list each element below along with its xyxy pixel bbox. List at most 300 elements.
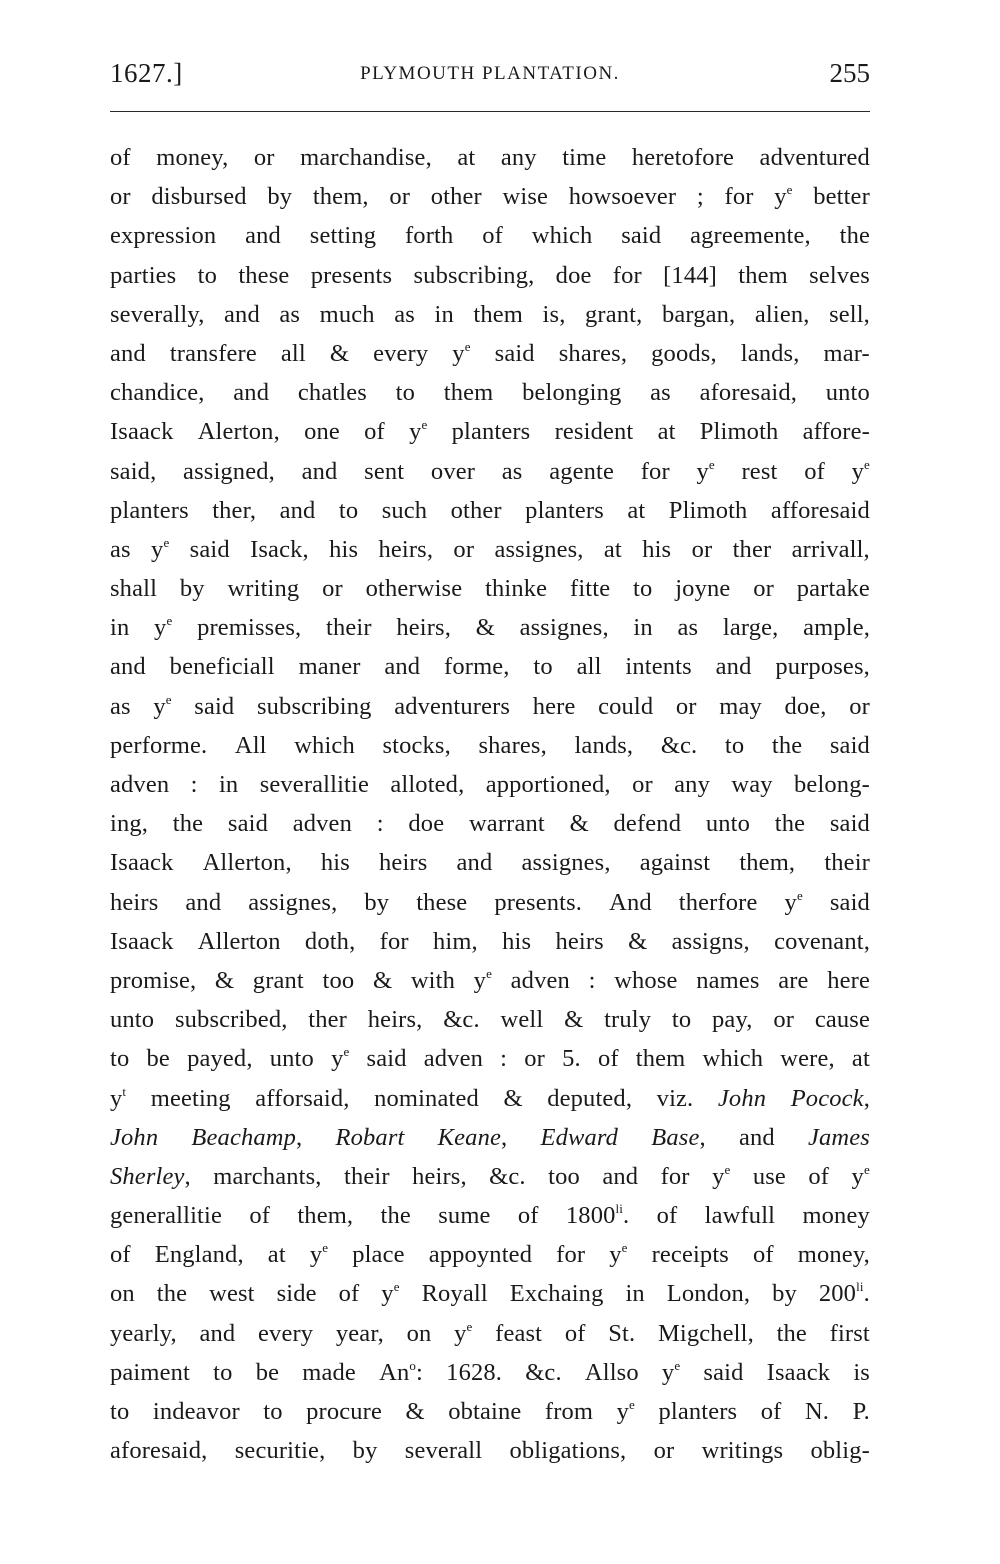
text-run: forth xyxy=(405,222,454,250)
text-run: therfore xyxy=(678,888,758,916)
text-run: in xyxy=(218,771,239,798)
word xyxy=(633,569,652,608)
superscript: e xyxy=(724,1161,731,1177)
text-run: way xyxy=(731,771,773,798)
text-line xyxy=(110,1079,870,1118)
word xyxy=(405,1431,482,1470)
text-run: be xyxy=(255,1358,280,1386)
word xyxy=(566,1196,629,1235)
text-run: Isaack xyxy=(110,849,174,877)
superscript: e xyxy=(796,887,803,903)
text-run: or xyxy=(322,575,343,603)
word xyxy=(448,1392,521,1431)
text-run: severallitie xyxy=(259,771,369,798)
text-run: of xyxy=(364,418,385,446)
word xyxy=(191,765,198,804)
word xyxy=(700,373,797,412)
text-run: &c. xyxy=(489,1162,526,1190)
word xyxy=(657,1079,694,1118)
word xyxy=(322,569,343,608)
word xyxy=(813,177,870,216)
text-run: heirs, xyxy=(367,1006,423,1034)
superscript: e xyxy=(393,1279,400,1295)
word xyxy=(263,1392,282,1431)
text-run: , xyxy=(184,1162,191,1190)
text-run: Alerton, xyxy=(197,418,280,446)
text-run: better xyxy=(813,183,870,211)
text-run: ; xyxy=(696,183,704,211)
word xyxy=(614,804,682,843)
text-run: yearly, xyxy=(110,1319,177,1347)
text-run: y xyxy=(452,339,465,367)
text-run: paiment xyxy=(110,1358,190,1386)
text-run: unto xyxy=(705,810,750,838)
text-run: in xyxy=(110,614,130,642)
text-line xyxy=(110,491,870,530)
text-run: these xyxy=(416,888,468,916)
word xyxy=(110,922,173,961)
text-run: unto xyxy=(825,379,870,407)
word xyxy=(299,647,361,686)
text-run: their xyxy=(824,849,870,877)
word xyxy=(672,1000,691,1039)
text-run: heirs xyxy=(555,927,604,955)
text-run: lands, xyxy=(574,731,634,759)
word xyxy=(191,1118,302,1157)
text-run: y xyxy=(616,1398,630,1425)
word xyxy=(794,765,870,804)
text-line xyxy=(110,1353,870,1392)
word xyxy=(336,1314,384,1353)
word xyxy=(110,295,204,334)
text-line xyxy=(110,804,870,843)
text-run: y xyxy=(774,183,787,211)
text-run: heirs xyxy=(379,849,428,877)
word xyxy=(577,647,602,686)
text-run: writing xyxy=(227,575,300,603)
word xyxy=(602,1157,638,1196)
word xyxy=(853,1392,870,1431)
text-run: as xyxy=(279,300,301,328)
superscript: e xyxy=(486,965,492,981)
text-run: them xyxy=(738,261,788,289)
word xyxy=(390,765,464,804)
text-run: for xyxy=(724,183,754,211)
text-run: over xyxy=(430,457,476,485)
word xyxy=(494,883,582,922)
word xyxy=(651,1118,706,1157)
word xyxy=(755,295,810,334)
word xyxy=(474,961,492,1000)
word xyxy=(110,1039,129,1078)
word xyxy=(368,1000,423,1039)
text-run: planters xyxy=(110,496,189,524)
text-run: ing, xyxy=(110,810,149,838)
text-run: at xyxy=(267,1241,286,1269)
word xyxy=(373,334,428,373)
text-run: stocks, xyxy=(382,731,451,759)
text-run: in xyxy=(633,614,653,642)
word xyxy=(175,1000,288,1039)
superscript: e xyxy=(322,1240,329,1256)
word xyxy=(524,1039,545,1078)
word xyxy=(260,765,369,804)
word xyxy=(525,491,604,530)
text-run: all xyxy=(576,653,602,681)
text-run: which xyxy=(531,222,593,250)
superscript: e xyxy=(708,456,715,472)
text-run: & xyxy=(372,966,393,994)
text-run: adven xyxy=(423,1045,483,1073)
text-run: adven xyxy=(292,810,352,838)
text-run: other xyxy=(430,183,482,211)
text-run: : xyxy=(416,1358,423,1386)
word xyxy=(702,1431,784,1470)
text-run: promise, xyxy=(110,966,197,994)
word xyxy=(585,1353,639,1392)
text-run: against xyxy=(639,849,711,877)
word xyxy=(313,177,369,216)
text-run: y xyxy=(454,1319,467,1347)
word xyxy=(798,1235,870,1274)
word xyxy=(658,412,676,451)
text-run: and xyxy=(738,1123,775,1151)
word xyxy=(213,1353,232,1392)
text-run: any xyxy=(500,144,537,171)
word xyxy=(298,373,367,412)
text-run: belong- xyxy=(794,771,870,798)
text-run: grant, xyxy=(585,300,643,328)
word xyxy=(170,334,257,373)
text-run: be xyxy=(146,1045,170,1073)
text-run: alien, xyxy=(754,300,810,328)
text-run: could xyxy=(598,692,654,720)
word xyxy=(658,1314,754,1353)
text-run: performe. xyxy=(110,731,208,759)
text-line xyxy=(110,922,870,961)
word xyxy=(185,883,221,922)
text-run: chatles xyxy=(297,379,367,407)
text-run: of xyxy=(110,144,131,171)
text-run: at xyxy=(657,418,676,446)
word xyxy=(416,883,467,922)
word xyxy=(330,334,349,373)
word xyxy=(110,177,131,216)
word xyxy=(110,1118,158,1157)
text-line xyxy=(110,256,870,295)
word xyxy=(110,1314,177,1353)
word xyxy=(378,530,433,569)
word xyxy=(147,1039,170,1078)
word xyxy=(339,491,358,530)
word xyxy=(753,1235,774,1274)
word xyxy=(853,1353,870,1392)
superscript: e xyxy=(166,613,173,629)
text-run: assigned, xyxy=(183,457,275,485)
text-run: intents xyxy=(625,653,692,681)
word xyxy=(213,1157,321,1196)
word xyxy=(110,530,131,569)
text-run: from xyxy=(544,1398,594,1425)
word xyxy=(344,1157,390,1196)
word xyxy=(438,1118,508,1157)
word xyxy=(627,491,645,530)
text-run: viz. xyxy=(656,1084,694,1112)
text-run: subscribing, xyxy=(413,261,535,289)
word xyxy=(824,843,870,882)
text-run: feast xyxy=(495,1319,543,1347)
italic-name: Beachamp xyxy=(191,1123,297,1151)
word xyxy=(438,1196,490,1235)
text-run: mar- xyxy=(823,339,870,367)
word xyxy=(320,295,375,334)
text-run: them xyxy=(473,300,523,328)
text-run: , xyxy=(863,1084,870,1112)
text-run: grant xyxy=(252,966,304,994)
text-run: sell, xyxy=(829,300,870,328)
word xyxy=(719,687,762,726)
text-run: of xyxy=(482,222,503,250)
word xyxy=(662,295,735,334)
word xyxy=(457,843,493,882)
word xyxy=(661,1157,690,1196)
word xyxy=(725,177,754,216)
word xyxy=(457,138,475,177)
header-rule xyxy=(110,111,870,112)
text-run: Allso xyxy=(584,1358,639,1386)
text-run: or xyxy=(632,771,653,798)
word xyxy=(257,687,372,726)
text-run: indeavor xyxy=(152,1398,240,1425)
word xyxy=(279,295,300,334)
text-run: . xyxy=(863,1280,870,1308)
word xyxy=(625,1274,644,1313)
word xyxy=(651,334,717,373)
word xyxy=(774,177,792,216)
word xyxy=(407,1314,432,1353)
text-run: 5. xyxy=(562,1045,581,1073)
italic-name: John xyxy=(110,1123,159,1151)
text-run: year, xyxy=(335,1319,384,1347)
superscript: e xyxy=(629,1397,635,1412)
text-run: Isaack xyxy=(766,1358,831,1386)
text-run: the xyxy=(776,1319,807,1347)
text-run: & xyxy=(405,1398,425,1425)
word xyxy=(613,256,642,295)
text-run: cause xyxy=(814,1006,870,1034)
word xyxy=(525,1353,562,1392)
word xyxy=(830,1314,870,1353)
word xyxy=(326,608,372,647)
word xyxy=(153,687,171,726)
word xyxy=(255,1079,349,1118)
text-run: by xyxy=(179,575,205,603)
word xyxy=(406,1392,425,1431)
text-line xyxy=(110,883,870,922)
text-run: said xyxy=(494,339,535,367)
text-run: covenant, xyxy=(774,927,870,955)
text-line xyxy=(110,373,870,412)
word xyxy=(503,1079,522,1118)
word xyxy=(849,687,870,726)
text-run: adventurers xyxy=(394,692,511,720)
word xyxy=(429,1235,532,1274)
word xyxy=(373,961,392,1000)
word xyxy=(352,1235,404,1274)
text-run: All xyxy=(234,731,267,759)
word xyxy=(760,138,870,177)
text-run: , xyxy=(501,1123,508,1151)
text-run: said xyxy=(621,222,662,250)
word xyxy=(394,687,510,726)
word xyxy=(830,726,870,765)
word xyxy=(238,256,289,295)
word xyxy=(377,804,384,843)
text-run: for xyxy=(612,261,642,289)
word xyxy=(548,1157,580,1196)
word xyxy=(780,1039,834,1078)
word xyxy=(696,452,714,491)
text-run: the xyxy=(771,731,803,759)
text-run: rest xyxy=(741,457,778,485)
text-run: maner xyxy=(298,653,361,681)
text-run: are xyxy=(778,966,809,994)
word xyxy=(155,1235,244,1274)
text-run: : xyxy=(190,771,198,798)
word xyxy=(773,1000,794,1039)
text-run: &c. xyxy=(525,1358,562,1386)
text-run: of xyxy=(760,1398,782,1425)
superscript: e xyxy=(165,691,172,707)
text-run: said xyxy=(189,535,230,563)
text-run: every xyxy=(258,1319,314,1347)
word xyxy=(570,804,589,843)
word xyxy=(424,1039,483,1078)
text-run: adven xyxy=(510,966,570,994)
word xyxy=(674,765,710,804)
word xyxy=(824,334,870,373)
text-run: premisses, xyxy=(197,614,302,642)
text-run: as xyxy=(677,614,699,642)
word xyxy=(663,256,717,295)
word xyxy=(753,1157,786,1196)
text-run: y xyxy=(473,966,487,994)
word xyxy=(485,569,547,608)
word xyxy=(151,530,169,569)
word xyxy=(422,1274,488,1313)
text-run: doe, xyxy=(784,692,827,720)
word xyxy=(110,452,156,491)
word xyxy=(679,883,758,922)
text-run: assignes, xyxy=(494,535,584,563)
text-run: is xyxy=(853,1358,870,1386)
word xyxy=(209,1274,255,1313)
word xyxy=(364,412,385,451)
word xyxy=(452,334,470,373)
word xyxy=(669,491,748,530)
word xyxy=(364,883,389,922)
word xyxy=(742,452,778,491)
text-run: ther, xyxy=(212,496,257,524)
text-run: truly xyxy=(604,1006,652,1034)
text-run: presents. xyxy=(494,888,583,916)
text-run: beneficiall xyxy=(169,653,275,681)
text-run: Exchaing xyxy=(509,1280,604,1308)
text-run: him, xyxy=(432,927,478,955)
word xyxy=(706,804,750,843)
word xyxy=(110,608,129,647)
text-run: meeting xyxy=(150,1084,231,1112)
text-run: y xyxy=(151,535,164,563)
word xyxy=(632,765,653,804)
text-run: and xyxy=(224,300,260,328)
text-run: Allerton, xyxy=(202,849,292,877)
text-run: doe xyxy=(408,810,445,838)
text-run: y xyxy=(851,457,865,485)
text-line xyxy=(110,569,870,608)
text-run: to xyxy=(633,575,653,603)
text-run: here xyxy=(827,966,870,994)
word xyxy=(778,961,808,1000)
text-run: alloted, xyxy=(390,771,465,798)
text-run: sume xyxy=(438,1202,491,1230)
text-run: their xyxy=(343,1162,390,1190)
text-run: west xyxy=(209,1280,255,1308)
word xyxy=(852,1039,870,1078)
word xyxy=(219,765,238,804)
text-run: any xyxy=(674,771,710,798)
word xyxy=(501,138,537,177)
superscript: li xyxy=(615,1201,624,1217)
word xyxy=(697,177,704,216)
superscript: e xyxy=(464,338,471,354)
word xyxy=(297,1196,353,1235)
word xyxy=(308,1000,347,1039)
text-run: planters xyxy=(451,418,531,446)
word xyxy=(564,1000,583,1039)
word xyxy=(495,334,535,373)
text-run: severally, xyxy=(110,300,205,328)
text-run: Migchell, xyxy=(657,1319,754,1347)
word xyxy=(739,1118,775,1157)
text-run: Isaack xyxy=(110,418,174,446)
text-run: subscribed, xyxy=(174,1006,288,1034)
text-run: y xyxy=(609,1241,622,1269)
word xyxy=(224,295,260,334)
text-run: which xyxy=(702,1045,764,1073)
word xyxy=(258,1314,313,1353)
text-run: money, xyxy=(156,144,229,171)
word xyxy=(431,452,475,491)
text-run: side xyxy=(276,1280,317,1308)
text-run: every xyxy=(373,339,429,367)
text-line xyxy=(110,530,870,569)
text-run: affore- xyxy=(802,418,870,446)
text-run: said xyxy=(227,810,268,838)
word xyxy=(797,569,870,608)
text-run: and xyxy=(110,339,146,367)
word xyxy=(379,843,427,882)
word xyxy=(657,1196,678,1235)
text-run: said, xyxy=(110,457,157,485)
word xyxy=(705,1196,775,1235)
text-run: resident xyxy=(554,418,634,446)
text-run: parties xyxy=(110,261,177,289)
word xyxy=(110,843,173,882)
word xyxy=(830,883,870,922)
text-run: transfere xyxy=(169,339,257,367)
word xyxy=(500,1039,507,1078)
